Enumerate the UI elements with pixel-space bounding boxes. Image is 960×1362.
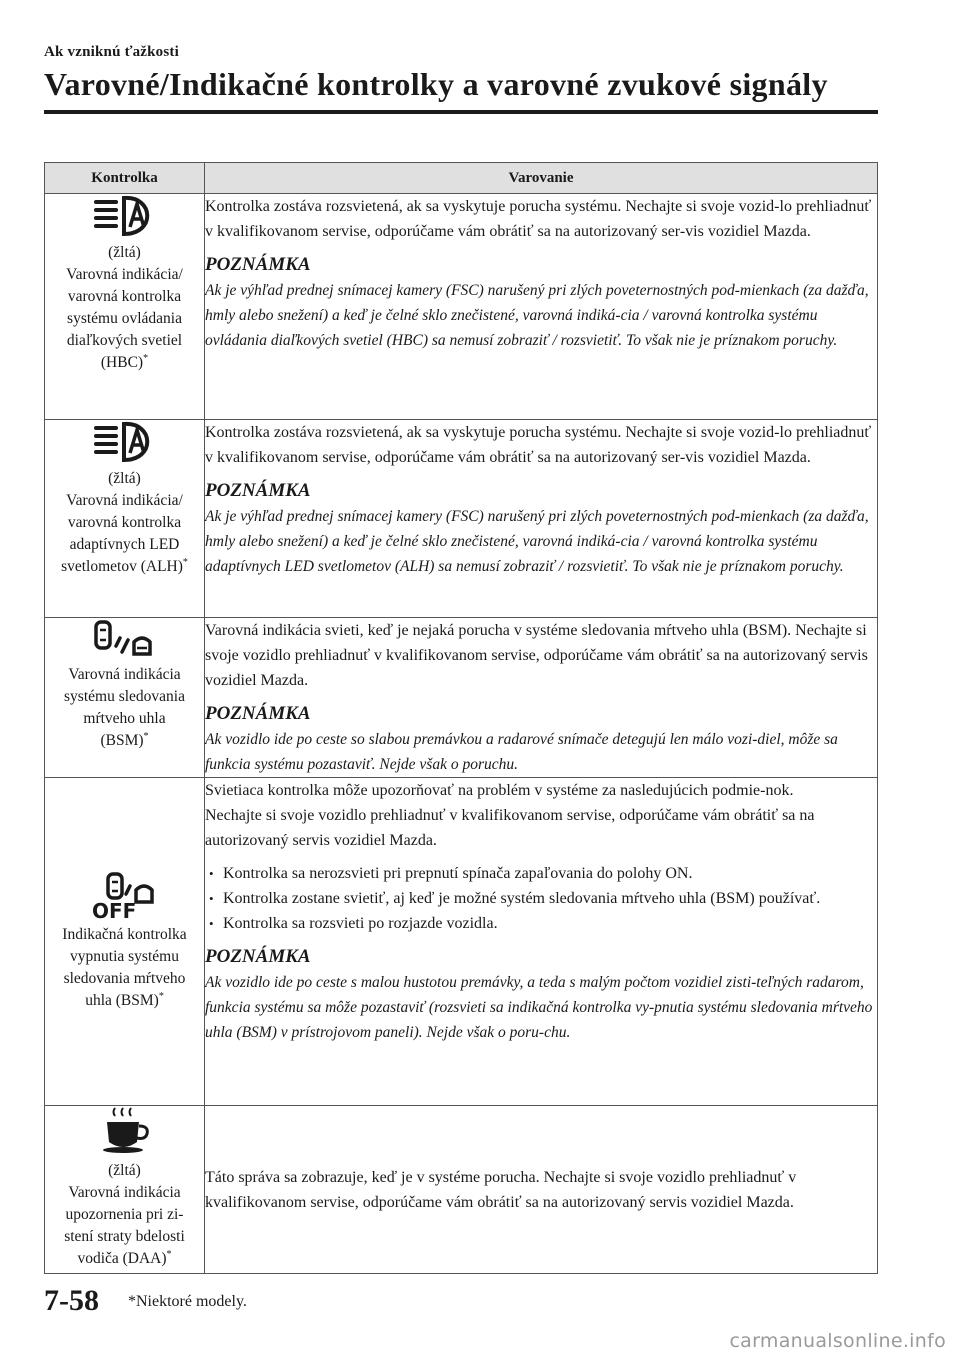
list-item: • Kontrolka sa nerozsvieti pri prepnutí spínača zapaľovania do polohy ON. <box>223 861 877 886</box>
note-text: Ak je výhľad prednej snímacej kamery (FSC) narušený pri zlých poveternostných pod-mienkach (za dažďa, hmly alebo snežení) a keď je čelné sklo znečistené, varovná indiká-cia / varovná kontrolka systému adaptívnych LED svetlometov (ALH) sa nemusí zobraziť / rozsvietiť. To však nie je príznakom poruchy. <box>205 508 869 575</box>
column-header-varovanie: Varovanie <box>205 163 878 194</box>
svg-text:OFF: OFF <box>91 898 136 920</box>
indicator-color: (žltá) <box>108 1162 141 1179</box>
asterisk: * <box>143 352 149 364</box>
asterisk: * <box>166 1248 172 1260</box>
table-header-row <box>45 163 878 194</box>
table-row <box>45 420 878 618</box>
asterisk: * <box>182 556 188 568</box>
note-heading: POZNÁMKA <box>205 480 311 501</box>
indicator-label: Varovná indikácia systému sledovania mŕtveho uhla (BSM) <box>64 666 185 749</box>
indicator-label: Varovná indikácia upozornenia pri zi- stení straty bdelosti vodiča (DAA) <box>64 1184 185 1267</box>
page-number: 7-58 <box>44 1284 99 1317</box>
warning-cell <box>205 420 878 618</box>
note-heading: POZNÁMKA <box>205 254 311 275</box>
note-text: Ak vozidlo ide po ceste so slabou premávkou a radarové snímače detegujú len málo vozi-diel, môže sa funkcia systému pozastaviť. Nejde však o poruchu. <box>205 731 838 773</box>
table-row <box>45 1106 878 1274</box>
section-title: Ak vzniknú ťažkosti <box>44 44 179 60</box>
indicator-label: Indikačná kontrolka vypnutia systému sledovania mŕtveho uhla (BSM) <box>62 925 187 1009</box>
indicator-color: (žltá) <box>108 470 141 487</box>
title-rule <box>44 110 878 114</box>
table-row <box>45 778 878 1106</box>
asterisk: * <box>158 990 164 1002</box>
warning-text: Svietiaca kontrolka môže upozorňovať na problém v systéme za nasledujúcich podmie-nok. <box>205 782 794 799</box>
warning-table <box>44 162 878 1274</box>
warning-cell <box>205 778 878 1106</box>
bullet-list <box>205 861 877 936</box>
coffee-cup-icon <box>95 1106 155 1156</box>
warning-text: Kontrolka zostáva rozsvietená, ak sa vyskytuje porucha systému. Nechajte si svoje vozid-lo prehliadnuť v kvalifikovanom servise, odporúčame vám obrátiť sa na autorizovaný ser-vis vozidiel Mazda. <box>205 198 872 240</box>
note-text: Ak vozidlo ide po ceste s malou hustotou premávky, a teda s malým počtom vozidiel zisti-teľných radarom, funkcia systému sa môže pozastaviť (rozsvieti sa indikačná kontrolka vy-pnutia systému sledovania mŕtveho uhla (BSM) v prístrojovom paneli). Nejde však o poru-chu. <box>205 974 873 1041</box>
warning-text: Kontrolka zostáva rozsvietená, ak sa vyskytuje porucha systému. Nechajte si svoje vozid-lo prehliadnuť v kvalifikovanom servise, odporúčame vám obrátiť sa na autorizovaný ser-vis vozidiel Mazda. <box>205 424 872 466</box>
indicator-label: Varovná indikácia/ varovná kontrolka systému ovládania diaľkových svetiel (HBC) <box>66 266 183 371</box>
blind-spot-monitoring-icon <box>90 618 160 660</box>
indicator-cell <box>45 420 205 618</box>
footnote: *Niektoré modely. <box>128 1293 247 1310</box>
table-row <box>45 618 878 778</box>
indicator-label: Varovná indikácia/ varovná kontrolka adaptívnych LED svetlometov (ALH) <box>61 492 183 575</box>
warning-cell <box>205 1106 878 1274</box>
watermark: carmanualsonline.info <box>729 1330 946 1352</box>
warning-text: Táto správa sa zobrazuje, keď je v systéme porucha. Nechajte si svoje vozidlo prehliadnuť v kvalifikovanom servise, odporúčame vám obrátiť sa na autorizovaný servis vozidiel Mazda. <box>205 1168 797 1211</box>
list-item: • Kontrolka zostane svietiť, aj keď je možné systém sledovania mŕtveho uhla (BSM) používať. <box>223 886 877 911</box>
note-text: Ak je výhľad prednej snímacej kamery (FSC) narušený pri zlých poveternostných pod-mienkach (za dažďa, hmly alebo snežení) a keď je čelné sklo znečistené, varovná indiká-cia / varovná kontrolka systému ovládania diaľkových svetiel (HBC) sa nemusí zobraziť / rozsvietiť. To však nie je príznakom poruchy. <box>205 282 869 349</box>
table-row <box>45 194 878 420</box>
warning-text: Varovná indikácia svieti, keď je nejaká porucha v systéme sledovania mŕtveho uhla (BSM). Nechajte si svoje vozidlo prehliadnuť v kvalifikovanom servise, odporúčame vám obrátiť sa na autorizovaný servis vozidiel Mazda. <box>205 622 868 689</box>
indicator-cell <box>45 618 205 778</box>
note-heading: POZNÁMKA <box>205 946 311 967</box>
indicator-cell <box>45 778 205 1106</box>
indicator-color: (žltá) <box>108 244 141 261</box>
blind-spot-monitoring-off-icon <box>90 872 160 920</box>
indicator-cell <box>45 194 205 420</box>
warning-cell <box>205 618 878 778</box>
adaptive-led-headlight-icon <box>90 420 160 464</box>
warning-text-2: Nechajte si svoje vozidlo prehliadnuť v kvalifikovanom servise, odporúčame vám obrátiť sa na autorizovaný servis vozidiel Mazda. <box>205 807 815 849</box>
page-title: Varovné/Indikačné kontrolky a varovné zvukové signály <box>44 66 828 102</box>
list-item: • Kontrolka sa rozsvieti po rozjazde vozidla. <box>223 911 877 936</box>
asterisk: * <box>143 730 149 742</box>
warning-cell <box>205 194 878 420</box>
note-heading: POZNÁMKA <box>205 703 311 724</box>
indicator-cell <box>45 1106 205 1274</box>
column-header-kontrolka: Kontrolka <box>45 163 205 194</box>
headlight-auto-high-beam-icon <box>90 194 160 238</box>
